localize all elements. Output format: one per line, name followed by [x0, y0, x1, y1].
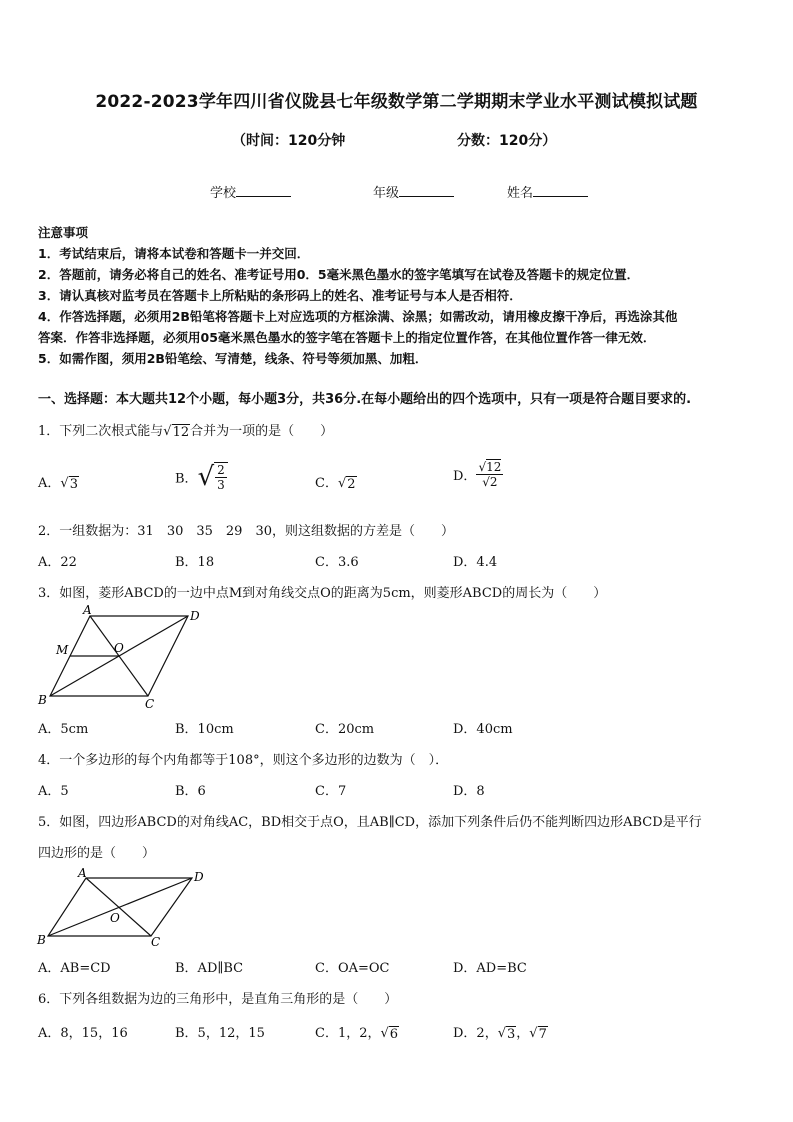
school-label: 学校 — [210, 186, 237, 201]
school-field — [210, 182, 291, 201]
q6-option-d[interactable] — [453, 1022, 548, 1042]
q1-option-d[interactable] — [453, 460, 503, 489]
q4-stem: 4．一个多边形的每个内角都等于108°，则这个多边形的边数为（ ）． — [38, 753, 449, 768]
q1-stem-text: 1．下列二次根式能与 — [38, 424, 164, 439]
grade-blank — [399, 184, 454, 197]
note-item: 2．答题前，请务必将自己的姓名、准考证号用0．5毫米黑色墨水的签字笔填写在试卷及答题卡的规定位置． — [38, 267, 640, 282]
q5-option-c[interactable]: C．OA=OC — [315, 961, 390, 976]
grade-label: 年级 — [373, 186, 400, 201]
notes-block — [38, 222, 758, 369]
score-label: 分数：120分） — [457, 133, 557, 149]
denominator: 3 — [217, 478, 225, 492]
sqrt-symbol: √ 12 — [163, 423, 190, 440]
q3-option-a[interactable]: A．5cm — [38, 722, 89, 737]
q5-option-b[interactable]: B．AD∥BC — [175, 961, 244, 976]
note-item: 5．如需作图，须用2B铅笔绘、写清楚，线条、符号等须加黑、加粗． — [38, 351, 428, 366]
name-label: 姓名 — [507, 186, 534, 201]
numerator: 12 — [486, 460, 502, 474]
q3-option-b[interactable]: B．10cm — [175, 722, 234, 737]
q5-stem-cont: 四边形的是（ ） — [38, 846, 156, 861]
radicand: 6 — [389, 1026, 399, 1042]
school-blank — [236, 184, 291, 197]
radicand: 3 — [507, 1026, 516, 1042]
q6-option-b[interactable]: B．5，12，15 — [175, 1026, 265, 1041]
q3-option-d[interactable]: D．40cm — [453, 722, 513, 737]
q5-stem: 5．如图，四边形ABCD的对角线AC，BD相交于点O，且AB∥CD，添加下列条件后仍不能判断四边形ABCD是平行 — [38, 815, 702, 830]
option-text: ， — [516, 1026, 530, 1041]
q4-option-d[interactable]: D．8 — [453, 784, 485, 799]
point-label-b: B — [38, 693, 47, 707]
fraction — [215, 463, 227, 492]
q4-option-b[interactable]: B．6 — [175, 784, 206, 799]
sqrt-symbol: √ 3 — [60, 475, 78, 492]
option-text: D．2， — [453, 1026, 498, 1041]
q3-option-c[interactable]: C．20cm — [315, 722, 375, 737]
option-label: D． — [453, 469, 477, 484]
q4-option-a[interactable]: A．5 — [38, 784, 69, 799]
radicand: 12 — [172, 424, 190, 440]
q4-option-c[interactable]: C．7 — [315, 784, 347, 799]
point-label-o: O — [110, 911, 120, 925]
sqrt-symbol: √ 2 — [337, 475, 356, 492]
sqrt-symbol: √ 3 — [497, 1025, 516, 1042]
option-label: B． — [175, 471, 198, 487]
name-blank — [533, 184, 588, 197]
note-item: 4．作答选择题，必须用2B铅笔将答题卡上对应选项的方框涂满、涂黑；如需改动，请用橡皮擦干净后，再选涂其他 — [38, 309, 678, 324]
diagonal-bd — [48, 878, 192, 936]
q2-stem: 2．一组数据为：31 30 35 29 30，则这组数据的方差是（ ） — [38, 524, 454, 539]
option-text: C．1，2， — [315, 1026, 381, 1041]
radicand: 7 — [538, 1026, 547, 1042]
point-label-b: B — [37, 933, 46, 947]
option-label: A． — [38, 476, 61, 491]
notes-heading: 注意事项 — [38, 225, 89, 240]
q5-option-d[interactable]: D．AD=BC — [453, 961, 527, 976]
q1-stem-text: 合并为一项的是（ ） — [190, 424, 334, 439]
numerator: 2 — [217, 463, 225, 477]
rhombus-figure — [36, 604, 206, 712]
q2-option-d[interactable]: D．4.4 — [453, 555, 498, 570]
q6-option-a[interactable]: A．8，15，16 — [38, 1026, 128, 1041]
point-label-c: C — [151, 935, 161, 948]
q2-option-a[interactable]: A．22 — [38, 555, 77, 570]
point-label-m: M — [56, 643, 69, 657]
q1-option-a[interactable] — [38, 472, 79, 492]
q2-option-b[interactable]: B．18 — [175, 555, 215, 570]
section-heading: 一、选择题：本大题共12个小题，每小题3分，共36分.在每小题给出的四个选项中，只有一项是符合题目要求的. — [38, 392, 692, 407]
q1-stem — [38, 420, 333, 440]
name-field — [507, 182, 588, 201]
note-item: 3．请认真核对监考员在答题卡上所粘贴的条形码上的姓名、准考证号与本人是否相符． — [38, 288, 522, 303]
sqrt-symbol: √ 6 — [380, 1025, 399, 1042]
fraction: $\frac{√12}{√2}$ — [478, 460, 502, 489]
grade-field — [373, 182, 454, 201]
q6-option-c[interactable] — [315, 1022, 399, 1042]
radicand: 3 — [69, 476, 78, 492]
q1-option-c[interactable] — [315, 472, 357, 492]
point-label-a: A — [78, 866, 87, 880]
note-item: 1．考试结束后，请将本试卷和答题卡一并交回． — [38, 246, 310, 261]
time-label: （时间：120分钟 — [232, 133, 346, 149]
point-label-c: C — [145, 697, 155, 711]
radicand: 2 — [347, 476, 356, 492]
denominator: 2 — [489, 475, 498, 489]
sqrt-symbol: √ 7 — [529, 1025, 547, 1042]
q2-option-c[interactable]: C．3.6 — [315, 555, 359, 570]
page-title: 2022-2023学年四川省仪陇县七年级数学第二学期期末学业水平测试模拟试题 — [95, 92, 698, 112]
q1-option-b[interactable] — [175, 462, 228, 492]
point-label-d: D — [194, 870, 204, 884]
q6-stem: 6．下列各组数据为边的三角形中，是直角三角形的是（ ） — [38, 992, 398, 1007]
point-label-o: O — [114, 641, 124, 655]
point-label-a: A — [83, 604, 92, 617]
q5-option-a[interactable]: A．AB=CD — [38, 961, 111, 976]
point-label-d: D — [190, 609, 200, 623]
note-item: 答案．作答非选择题，必须用05毫米黑色墨水的签字笔在答题卡上的指定位置作答，在其他位置作答一律无效． — [38, 330, 656, 345]
q3-stem: 3．如图，菱形ABCD的一边中点M到对角线交点O的距离为5cm，则菱形ABCD的周长为（ ） — [38, 586, 607, 601]
option-label: C． — [315, 476, 338, 491]
sqrt-symbol: √ $\frac{2}{3}$ — [198, 462, 228, 492]
quadrilateral-figure — [34, 866, 214, 948]
